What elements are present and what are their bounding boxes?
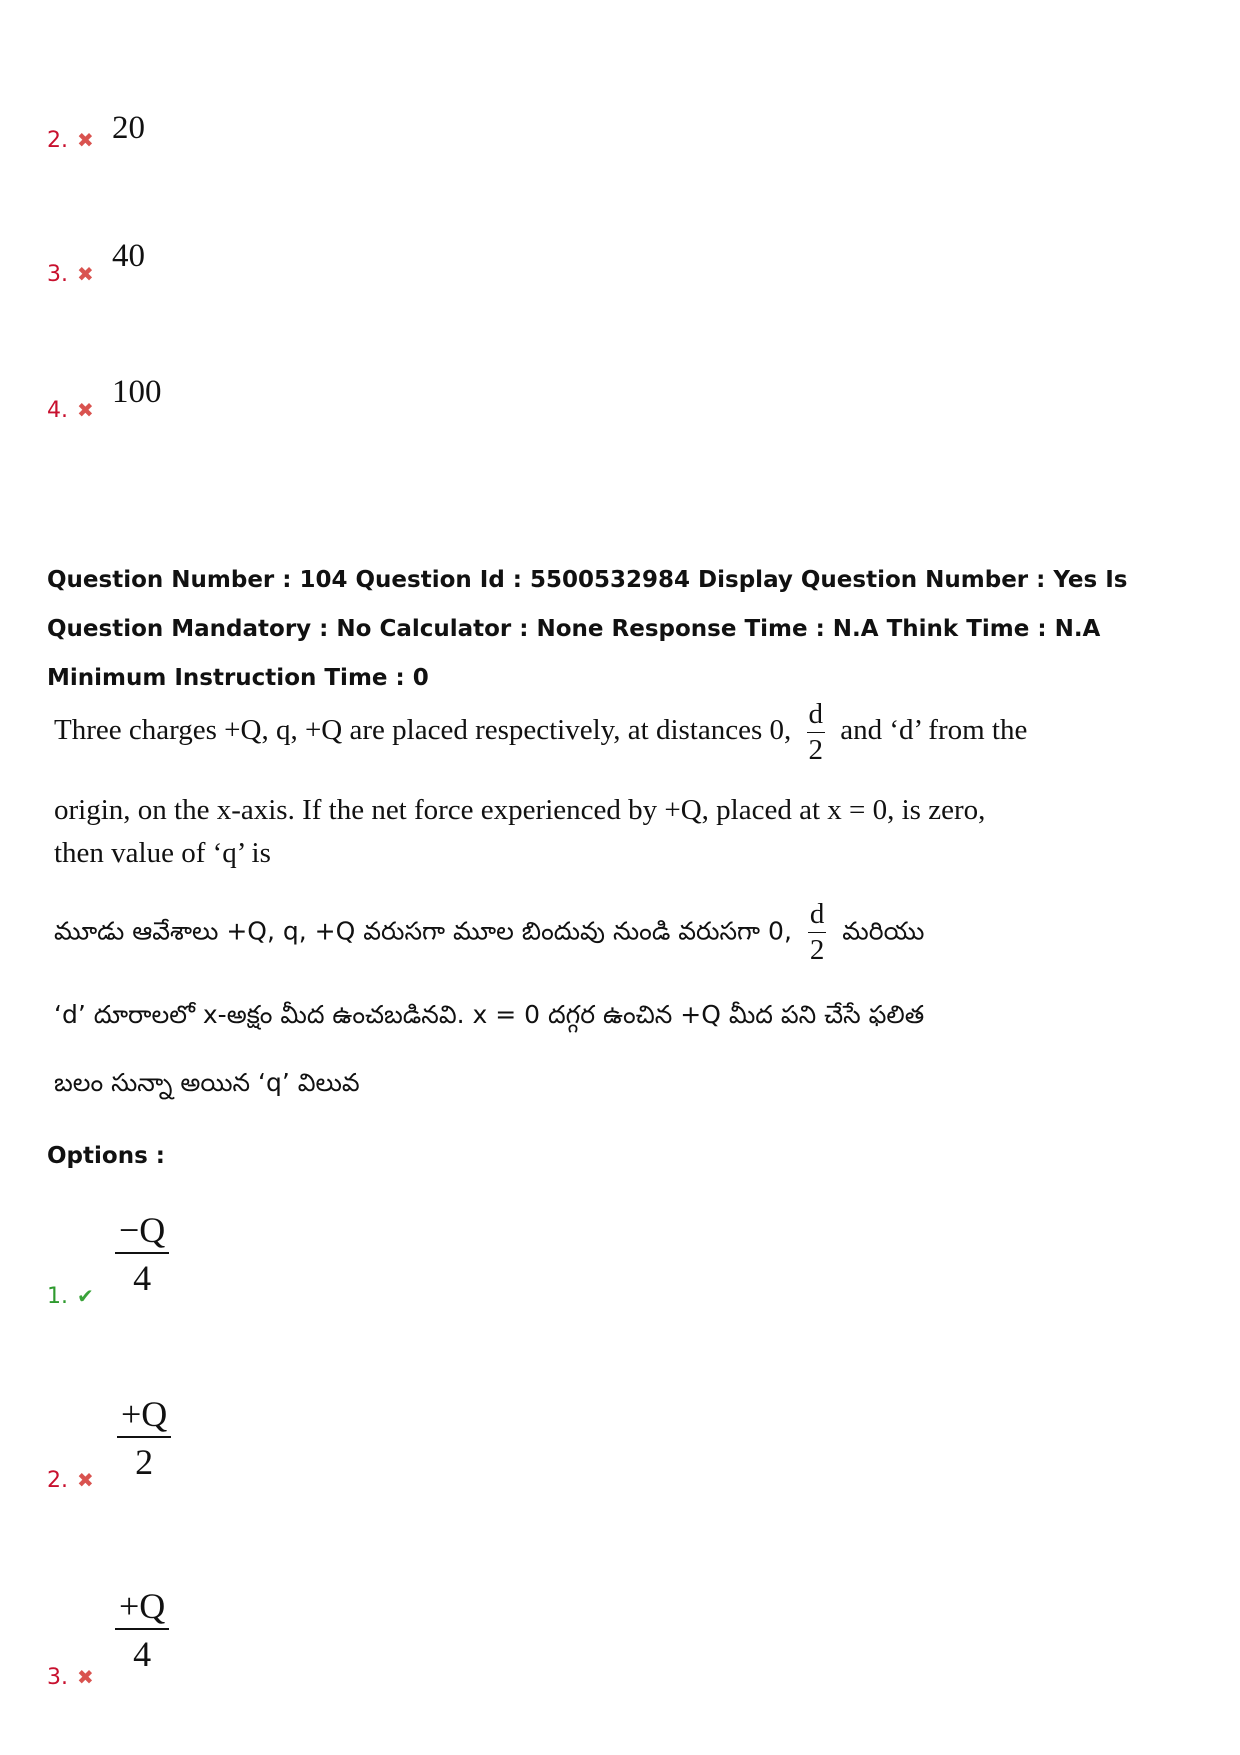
telugu-line-1-end: మరియు [842,916,925,946]
question-line-2: origin, on the x-axis. If the net force experienced by +Q, placed at x = 0, is zero, [54,794,986,826]
option-number: 2. [47,128,68,153]
fraction-d-over-2: $\frac{d}{2}$ [808,698,824,766]
cross-icon: ✖ [77,128,94,152]
cross-icon: ✖ [77,1665,94,1689]
question-meta: Question Number : 104 Question Id : 5500532984 Display Question Number : Yes Is Question Mandatory : No Calculator : None Response Time : N.A Think Time : N.A Minimum Instruction Time : 0 [47,567,1128,691]
question-line-3: then value of ‘q’ is [54,837,271,869]
option-value: 20 [112,110,145,146]
question-line-1: Three charges +Q, q, +Q are placed respectively, at distances 0, [54,714,792,747]
telugu-line-1: మూడు ఆవేశాలు +Q, q, +Q వరుసగా మూల బిందువు నుండి వరుసగా 0, [54,916,792,946]
option-fraction: +Q 2 [117,1396,171,1480]
option-value: 100 [112,374,162,410]
option-fraction: +Q 4 [115,1588,169,1672]
cross-icon: ✖ [77,262,94,286]
option-number: 2. [47,1468,68,1493]
check-icon: ✔ [77,1284,94,1308]
option-number: 3. [47,262,68,287]
telugu-line-2: ‘d’ దూరాలలో x-అక్షం మీద ఉంచబడినవి. x = 0 దగ్గర ఉంచిన +Q మీద పని చేసే ఫలిత [54,1000,925,1029]
option-fraction: −Q 4 [115,1212,169,1296]
option-number: 3. [47,1665,68,1690]
question-line-1-end: and ‘d’ from the [840,714,1028,747]
telugu-line-3: బలం సున్నా అయిన ‘q’ విలువ [54,1068,360,1097]
options-label: Options : [47,1143,165,1169]
option-number: 1. [47,1284,68,1309]
cross-icon: ✖ [77,1468,94,1492]
option-value: 40 [112,238,145,274]
option-number: 4. [47,398,68,423]
fraction-d-over-2: $\frac{d}{2}$ [809,898,825,966]
cross-icon: ✖ [77,398,94,422]
